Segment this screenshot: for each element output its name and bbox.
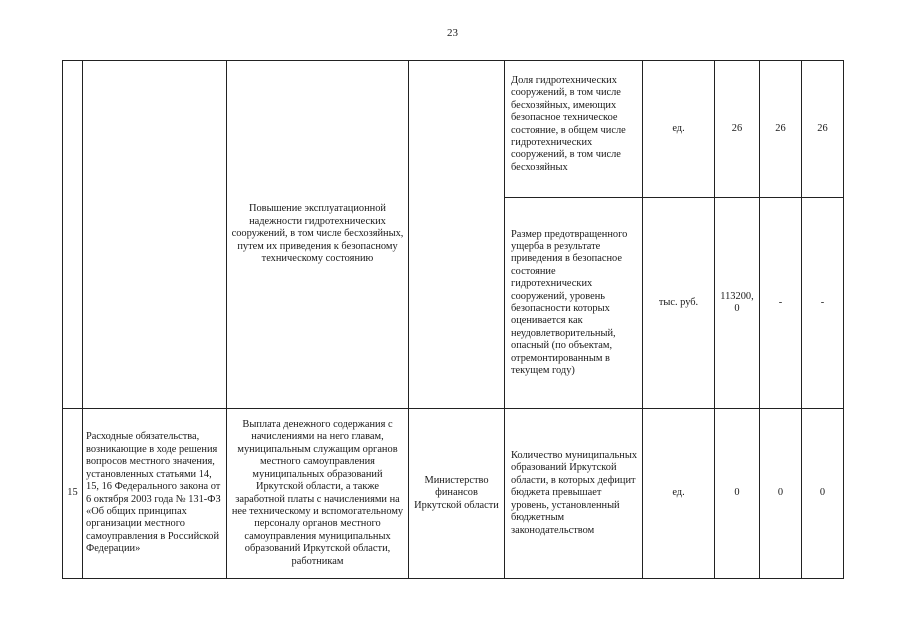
table-row [63, 61, 844, 198]
page-number: 23 [447, 27, 458, 39]
value-year-2-cell: 26 [760, 61, 802, 198]
row-number-cell [63, 61, 83, 409]
unit-cell: ед. [643, 61, 715, 198]
value-year-1-cell: 26 [715, 61, 760, 198]
indicator-cell: Количество муниципальных образований Иркутской области, в которых дефицит бюджета превышает уровень, установленный бюджетным законодательством [505, 409, 643, 579]
row-number-cell: 15 [63, 409, 83, 579]
obligation-name-cell [83, 61, 227, 409]
value-year-1-cell: 0 [715, 409, 760, 579]
responsible-cell [409, 61, 505, 409]
indicator-cell: Доля гидротехнических сооружений, в том числе бесхозяйных, имеющих безопасное техническое состояние, в общем числе гидротехнических сооружений, в том числе бесхозяйных [505, 61, 643, 198]
indicator-cell: Размер предотвращенного ущерба в результате приведения в безопасное состояние гидротехнических сооружений, уровень безопасности которых оценивается как неудовлетворительный, опасный (по объектам, отремонтированным в текущем году) [505, 198, 643, 409]
responsible-cell: Министерство финансов Иркутской области [409, 409, 505, 579]
task-cell: Повышение эксплуатационной надежности гидротехнических сооружений, в том числе бесхозяйных, путем их приведения к безопасному техническому состоянию [227, 61, 409, 409]
value-year-3-cell: - [802, 198, 844, 409]
value-year-1-cell: 113200, 0 [715, 198, 760, 409]
document-table [62, 60, 844, 579]
value-year-3-cell: 0 [802, 409, 844, 579]
value-year-3-cell: 26 [802, 61, 844, 198]
table-row [63, 409, 844, 579]
obligation-name-cell: Расходные обязательства, возникающие в ходе решения вопросов местного значения, установленных статьями 14, 15, 16 Федерального закона от 6 октября 2003 года № 131-ФЗ «Об общих принципах организации местного самоуправления в Российской Федерации» [83, 409, 227, 579]
task-cell: Выплата денежного содержания с начислениями на него главам, муниципальным служащим органов местного самоуправления муниципальных образований Иркутской области, а также заработной платы с начислениями на нее техническому и вспомогательному персоналу органов местного самоуправления муниципальных образований Иркутской области, работникам [227, 409, 409, 579]
value-year-2-cell: - [760, 198, 802, 409]
unit-cell: ед. [643, 409, 715, 579]
unit-cell: тыс. руб. [643, 198, 715, 409]
value-year-2-cell: 0 [760, 409, 802, 579]
